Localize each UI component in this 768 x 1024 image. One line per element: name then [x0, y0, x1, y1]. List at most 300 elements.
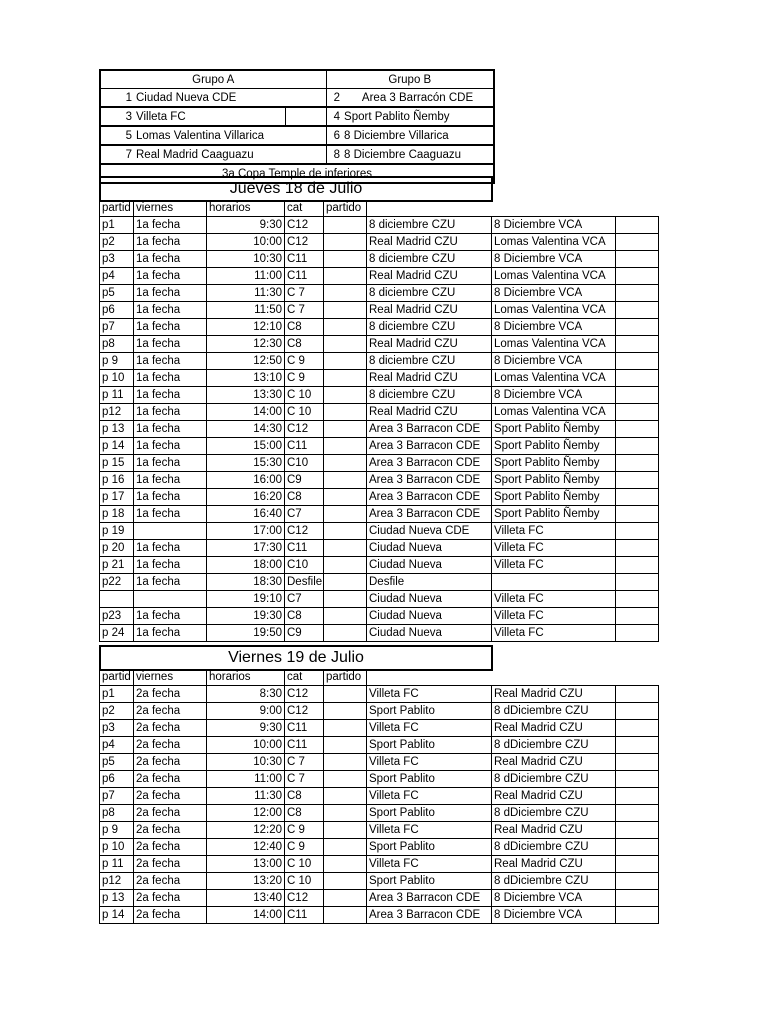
home-team-cell: Area 3 Barracon CDE — [367, 438, 492, 455]
group-a-team: Real Madrid Caaguazu — [134, 145, 326, 164]
fecha-cell: 1a fecha — [134, 540, 207, 557]
match-id-cell: p 18 — [100, 506, 134, 523]
category-cell: C11 — [285, 251, 324, 268]
category-cell: C 7 — [285, 754, 324, 771]
time-cell: 17:00 — [207, 523, 285, 540]
table-row — [100, 387, 659, 404]
category-cell: C10 — [285, 557, 324, 574]
match-id-cell: p4 — [100, 268, 134, 285]
time-cell: 11:00 — [207, 771, 285, 788]
fecha-cell: 1a fecha — [134, 574, 207, 591]
match-id-cell: p 11 — [100, 387, 134, 404]
category-cell: C7 — [285, 506, 324, 523]
time-cell: 14:00 — [207, 907, 285, 924]
extra-cell — [616, 557, 659, 574]
home-team-cell: Villeta FC — [367, 720, 492, 737]
group-b-num: 4 — [326, 107, 342, 126]
fecha-cell: 1a fecha — [134, 608, 207, 625]
header-horarios: horarios — [207, 669, 285, 686]
away-team-cell: 8 Diciembre VCA — [492, 890, 616, 907]
category-cell: C 7 — [285, 285, 324, 302]
extra-cell — [616, 608, 659, 625]
schedule-header-row — [100, 669, 659, 686]
group-b-num: 6 — [326, 126, 342, 145]
extra-cell — [616, 805, 659, 822]
home-team-cell: Sport Pablito — [367, 703, 492, 720]
match-id-cell: p 9 — [100, 822, 134, 839]
group-row — [100, 126, 494, 145]
match-id-cell: p6 — [100, 771, 134, 788]
table-row — [100, 404, 659, 421]
fecha-cell: 1a fecha — [134, 319, 207, 336]
partido-cell — [324, 489, 367, 506]
match-id-cell: p12 — [100, 873, 134, 890]
away-team-cell: Sport Pablito Ñemby — [492, 472, 616, 489]
category-cell: C8 — [285, 608, 324, 625]
extra-cell — [616, 370, 659, 387]
partido-cell — [324, 302, 367, 319]
home-team-cell: Villeta FC — [367, 856, 492, 873]
fecha-cell: 2a fecha — [134, 720, 207, 737]
match-id-cell: p7 — [100, 788, 134, 805]
header-partido: partido — [324, 200, 367, 217]
away-team-cell: 8 Diciembre VCA — [492, 319, 616, 336]
category-cell: C12 — [285, 217, 324, 234]
category-cell: C 10 — [285, 387, 324, 404]
fecha-cell: 1a fecha — [134, 421, 207, 438]
fecha-cell — [134, 591, 207, 608]
away-team-cell: Sport Pablito Ñemby — [492, 438, 616, 455]
category-cell: C12 — [285, 686, 324, 703]
fecha-cell: 1a fecha — [134, 370, 207, 387]
match-id-cell — [100, 591, 134, 608]
time-cell: 10:00 — [207, 234, 285, 251]
table-row — [100, 268, 659, 285]
table-row — [100, 839, 659, 856]
match-id-cell: p2 — [100, 703, 134, 720]
home-team-cell: Sport Pablito — [367, 771, 492, 788]
extra-cell — [616, 302, 659, 319]
table-row — [100, 608, 659, 625]
category-cell: C 10 — [285, 856, 324, 873]
header-partid: partid — [100, 669, 134, 686]
group-a-num: 5 — [100, 126, 134, 145]
match-id-cell: p 13 — [100, 421, 134, 438]
category-cell: C11 — [285, 737, 324, 754]
match-id-cell: p23 — [100, 608, 134, 625]
fecha-cell: 2a fecha — [134, 754, 207, 771]
day2-schedule-table — [99, 669, 659, 924]
extra-cell — [616, 455, 659, 472]
extra-cell — [616, 737, 659, 754]
extra-cell — [616, 754, 659, 771]
time-cell: 14:00 — [207, 404, 285, 421]
time-cell: 11:30 — [207, 788, 285, 805]
time-cell: 12:20 — [207, 822, 285, 839]
match-id-cell: p2 — [100, 234, 134, 251]
extra-cell — [616, 404, 659, 421]
fecha-cell: 1a fecha — [134, 387, 207, 404]
fecha-cell: 2a fecha — [134, 890, 207, 907]
partido-cell — [324, 754, 367, 771]
extra-cell — [616, 285, 659, 302]
away-team-cell: Real Madrid CZU — [492, 822, 616, 839]
time-cell: 9:30 — [207, 217, 285, 234]
time-cell: 12:50 — [207, 353, 285, 370]
partido-cell — [324, 608, 367, 625]
extra-cell — [616, 387, 659, 404]
fecha-cell: 2a fecha — [134, 737, 207, 754]
group-b-num: 8 — [326, 145, 342, 164]
group-b-team: 8 Diciembre Caaguazu — [342, 145, 494, 164]
home-team-cell: 8 diciembre CZU — [367, 285, 492, 302]
partido-cell — [324, 234, 367, 251]
time-cell: 9:00 — [207, 703, 285, 720]
category-cell: C12 — [285, 234, 324, 251]
away-team-cell: 8 dDiciembre CZU — [492, 703, 616, 720]
fecha-cell: 1a fecha — [134, 251, 207, 268]
fecha-cell: 2a fecha — [134, 839, 207, 856]
partido-cell — [324, 523, 367, 540]
home-team-cell: Villeta FC — [367, 754, 492, 771]
category-cell: C11 — [285, 720, 324, 737]
extra-cell — [616, 890, 659, 907]
time-cell: 16:40 — [207, 506, 285, 523]
table-row — [100, 625, 659, 642]
away-team-cell: Real Madrid CZU — [492, 754, 616, 771]
category-cell: C 9 — [285, 370, 324, 387]
match-id-cell: p4 — [100, 737, 134, 754]
match-id-cell: p 10 — [100, 839, 134, 856]
time-cell: 10:30 — [207, 754, 285, 771]
match-id-cell: p 14 — [100, 907, 134, 924]
extra-cell — [616, 540, 659, 557]
home-team-cell: Ciudad Nueva — [367, 591, 492, 608]
away-team-cell: 8 Diciembre VCA — [492, 285, 616, 302]
category-cell: C11 — [285, 268, 324, 285]
table-row — [100, 421, 659, 438]
group-b-title: Grupo B — [326, 70, 494, 89]
home-team-cell: Real Madrid CZU — [367, 268, 492, 285]
match-id-cell: p 9 — [100, 353, 134, 370]
time-cell: 12:10 — [207, 319, 285, 336]
fecha-cell: 2a fecha — [134, 805, 207, 822]
table-row — [100, 754, 659, 771]
table-row — [100, 720, 659, 737]
fecha-cell: 1a fecha — [134, 353, 207, 370]
table-row — [100, 856, 659, 873]
time-cell: 19:50 — [207, 625, 285, 642]
home-team-cell: Real Madrid CZU — [367, 336, 492, 353]
time-cell: 10:00 — [207, 737, 285, 754]
away-team-cell: Villeta FC — [492, 540, 616, 557]
home-team-cell: Area 3 Barracon CDE — [367, 421, 492, 438]
category-cell: C12 — [285, 703, 324, 720]
partido-cell — [324, 387, 367, 404]
table-row — [100, 873, 659, 890]
group-a-num: 3 — [100, 107, 134, 126]
table-row — [100, 472, 659, 489]
category-cell: C10 — [285, 455, 324, 472]
match-id-cell: p 10 — [100, 370, 134, 387]
fecha-cell: 2a fecha — [134, 686, 207, 703]
home-team-cell: 8 diciembre CZU — [367, 319, 492, 336]
away-team-cell: 8 dDiciembre CZU — [492, 839, 616, 856]
home-team-cell: Area 3 Barracon CDE — [367, 489, 492, 506]
group-row — [100, 145, 494, 164]
away-team-cell: Villeta FC — [492, 557, 616, 574]
home-team-cell: Sport Pablito — [367, 805, 492, 822]
match-id-cell: p3 — [100, 720, 134, 737]
partido-cell — [324, 421, 367, 438]
header-partid: partid — [100, 200, 134, 217]
category-cell: C7 — [285, 591, 324, 608]
fecha-cell: 2a fecha — [134, 822, 207, 839]
fecha-cell: 2a fecha — [134, 703, 207, 720]
fecha-cell: 1a fecha — [134, 455, 207, 472]
partido-cell — [324, 557, 367, 574]
table-row — [100, 737, 659, 754]
header-partido: partido — [324, 669, 367, 686]
partido-cell — [324, 370, 367, 387]
table-row — [100, 302, 659, 319]
partido-cell — [324, 805, 367, 822]
partido-cell — [324, 251, 367, 268]
time-cell: 12:40 — [207, 839, 285, 856]
time-cell: 18:00 — [207, 557, 285, 574]
away-team-cell: 8 Diciembre VCA — [492, 387, 616, 404]
fecha-cell: 1a fecha — [134, 302, 207, 319]
fecha-cell: 1a fecha — [134, 625, 207, 642]
partido-cell — [324, 703, 367, 720]
match-id-cell: p 17 — [100, 489, 134, 506]
extra-cell — [616, 319, 659, 336]
category-cell: C8 — [285, 336, 324, 353]
match-id-cell: p 16 — [100, 472, 134, 489]
away-team-cell: 8 dDiciembre CZU — [492, 805, 616, 822]
away-team-cell: 8 dDiciembre CZU — [492, 737, 616, 754]
table-row — [100, 540, 659, 557]
time-cell: 9:30 — [207, 720, 285, 737]
time-cell: 11:00 — [207, 268, 285, 285]
away-team-cell: 8 Diciembre VCA — [492, 907, 616, 924]
home-team-cell: Desfile — [367, 574, 492, 591]
away-team-cell: Villeta FC — [492, 608, 616, 625]
extra-cell — [616, 421, 659, 438]
fecha-cell: 1a fecha — [134, 268, 207, 285]
fecha-cell: 2a fecha — [134, 873, 207, 890]
empty-cell — [367, 669, 492, 686]
table-row — [100, 907, 659, 924]
table-row — [100, 370, 659, 387]
away-team-cell: Villeta FC — [492, 591, 616, 608]
group-a-num: 7 — [100, 145, 134, 164]
partido-cell — [324, 506, 367, 523]
partido-cell — [324, 438, 367, 455]
extra-cell — [616, 217, 659, 234]
time-cell: 14:30 — [207, 421, 285, 438]
header-horarios: horarios — [207, 200, 285, 217]
extra-cell — [616, 574, 659, 591]
table-row — [100, 251, 659, 268]
home-team-cell: Ciudad Nueva — [367, 625, 492, 642]
home-team-cell: Real Madrid CZU — [367, 302, 492, 319]
match-id-cell: p5 — [100, 285, 134, 302]
home-team-cell: Area 3 Barracon CDE — [367, 907, 492, 924]
fecha-cell: 1a fecha — [134, 217, 207, 234]
time-cell: 13:00 — [207, 856, 285, 873]
home-team-cell: Sport Pablito — [367, 839, 492, 856]
time-cell: 11:30 — [207, 285, 285, 302]
group-a-team: Lomas Valentina Villarica — [134, 126, 326, 145]
away-team-cell: Real Madrid CZU — [492, 788, 616, 805]
category-cell: C8 — [285, 319, 324, 336]
fecha-cell: 2a fecha — [134, 856, 207, 873]
table-row — [100, 438, 659, 455]
time-cell: 18:30 — [207, 574, 285, 591]
table-row — [100, 217, 659, 234]
group-row — [100, 89, 494, 108]
fecha-cell: 1a fecha — [134, 506, 207, 523]
group-a-num: 1 — [100, 89, 134, 108]
extra-cell — [616, 771, 659, 788]
away-team-cell — [492, 574, 616, 591]
header-cat: cat — [285, 200, 324, 217]
home-team-cell: Real Madrid CZU — [367, 370, 492, 387]
partido-cell — [324, 686, 367, 703]
group-b-team: Sport Pablito Ñemby — [342, 107, 494, 126]
group-b-team: 8 Diciembre Villarica — [342, 126, 494, 145]
partido-cell — [324, 285, 367, 302]
away-team-cell: 8 Diciembre VCA — [492, 251, 616, 268]
fecha-cell: 1a fecha — [134, 336, 207, 353]
extra-cell — [616, 720, 659, 737]
home-team-cell: 8 diciembre CZU — [367, 353, 492, 370]
partido-cell — [324, 268, 367, 285]
day1-title: Jueves 18 de Julio — [99, 176, 493, 202]
away-team-cell: Real Madrid CZU — [492, 686, 616, 703]
partido-cell — [324, 822, 367, 839]
day1-schedule-table — [99, 200, 659, 642]
partido-cell — [324, 625, 367, 642]
header-cat: cat — [285, 669, 324, 686]
match-id-cell: p7 — [100, 319, 134, 336]
away-team-cell: Villeta FC — [492, 625, 616, 642]
header-viernes: viernes — [134, 669, 207, 686]
fecha-cell: 1a fecha — [134, 489, 207, 506]
category-cell: Desfile — [285, 574, 324, 591]
extra-cell — [616, 856, 659, 873]
home-team-cell: Villeta FC — [367, 686, 492, 703]
time-cell: 13:40 — [207, 890, 285, 907]
table-row — [100, 574, 659, 591]
extra-cell — [616, 489, 659, 506]
table-row — [100, 890, 659, 907]
away-team-cell: Real Madrid CZU — [492, 720, 616, 737]
copa-title: 3a Copa Temple de inferiores — [100, 164, 494, 183]
away-team-cell: Lomas Valentina VCA — [492, 404, 616, 421]
empty-cell — [492, 669, 616, 686]
table-row — [100, 285, 659, 302]
time-cell: 8:30 — [207, 686, 285, 703]
extra-cell — [616, 336, 659, 353]
away-team-cell: Lomas Valentina VCA — [492, 336, 616, 353]
home-team-cell: Ciudad Nueva — [367, 540, 492, 557]
partido-cell — [324, 404, 367, 421]
partido-cell — [324, 873, 367, 890]
header-viernes: viernes — [134, 200, 207, 217]
fecha-cell: 1a fecha — [134, 234, 207, 251]
partido-cell — [324, 319, 367, 336]
away-team-cell: Lomas Valentina VCA — [492, 268, 616, 285]
match-id-cell: p5 — [100, 754, 134, 771]
away-team-cell: Lomas Valentina VCA — [492, 370, 616, 387]
partido-cell — [324, 336, 367, 353]
match-id-cell: p1 — [100, 217, 134, 234]
extra-cell — [616, 686, 659, 703]
fecha-cell: 1a fecha — [134, 438, 207, 455]
empty-cell — [367, 200, 492, 217]
time-cell: 12:00 — [207, 805, 285, 822]
extra-cell — [616, 353, 659, 370]
empty-cell — [616, 669, 659, 686]
category-cell: C 9 — [285, 839, 324, 856]
extra-cell — [616, 625, 659, 642]
partido-cell — [324, 720, 367, 737]
time-cell: 19:30 — [207, 608, 285, 625]
time-cell: 12:30 — [207, 336, 285, 353]
extra-cell — [616, 251, 659, 268]
time-cell: 19:10 — [207, 591, 285, 608]
time-cell: 10:30 — [207, 251, 285, 268]
match-id-cell: p 21 — [100, 557, 134, 574]
home-team-cell: Ciudad Nueva CDE — [367, 523, 492, 540]
table-row — [100, 557, 659, 574]
partido-cell — [324, 737, 367, 754]
partido-cell — [324, 907, 367, 924]
away-team-cell: Lomas Valentina VCA — [492, 234, 616, 251]
table-row — [100, 234, 659, 251]
schedule-header-row — [100, 200, 659, 217]
fecha-cell: 1a fecha — [134, 285, 207, 302]
group-b-team: Area 3 Barracón CDE — [342, 89, 494, 108]
partido-cell — [324, 574, 367, 591]
table-row — [100, 353, 659, 370]
category-cell: C 10 — [285, 404, 324, 421]
fecha-cell: 1a fecha — [134, 472, 207, 489]
home-team-cell: Ciudad Nueva — [367, 608, 492, 625]
extra-cell — [616, 907, 659, 924]
category-cell: C11 — [285, 438, 324, 455]
group-a-team: Villeta FC — [134, 107, 285, 126]
extra-cell — [616, 788, 659, 805]
match-id-cell: p 14 — [100, 438, 134, 455]
partido-cell — [324, 788, 367, 805]
fecha-cell: 2a fecha — [134, 771, 207, 788]
home-team-cell: Villeta FC — [367, 788, 492, 805]
table-row — [100, 771, 659, 788]
time-cell: 13:20 — [207, 873, 285, 890]
home-team-cell: 8 diciembre CZU — [367, 387, 492, 404]
extra-cell — [616, 822, 659, 839]
table-row — [100, 455, 659, 472]
category-cell: C 7 — [285, 302, 324, 319]
table-row — [100, 822, 659, 839]
empty-cell — [492, 200, 616, 217]
partido-cell — [324, 217, 367, 234]
away-team-cell: 8 Diciembre VCA — [492, 217, 616, 234]
time-cell: 16:20 — [207, 489, 285, 506]
